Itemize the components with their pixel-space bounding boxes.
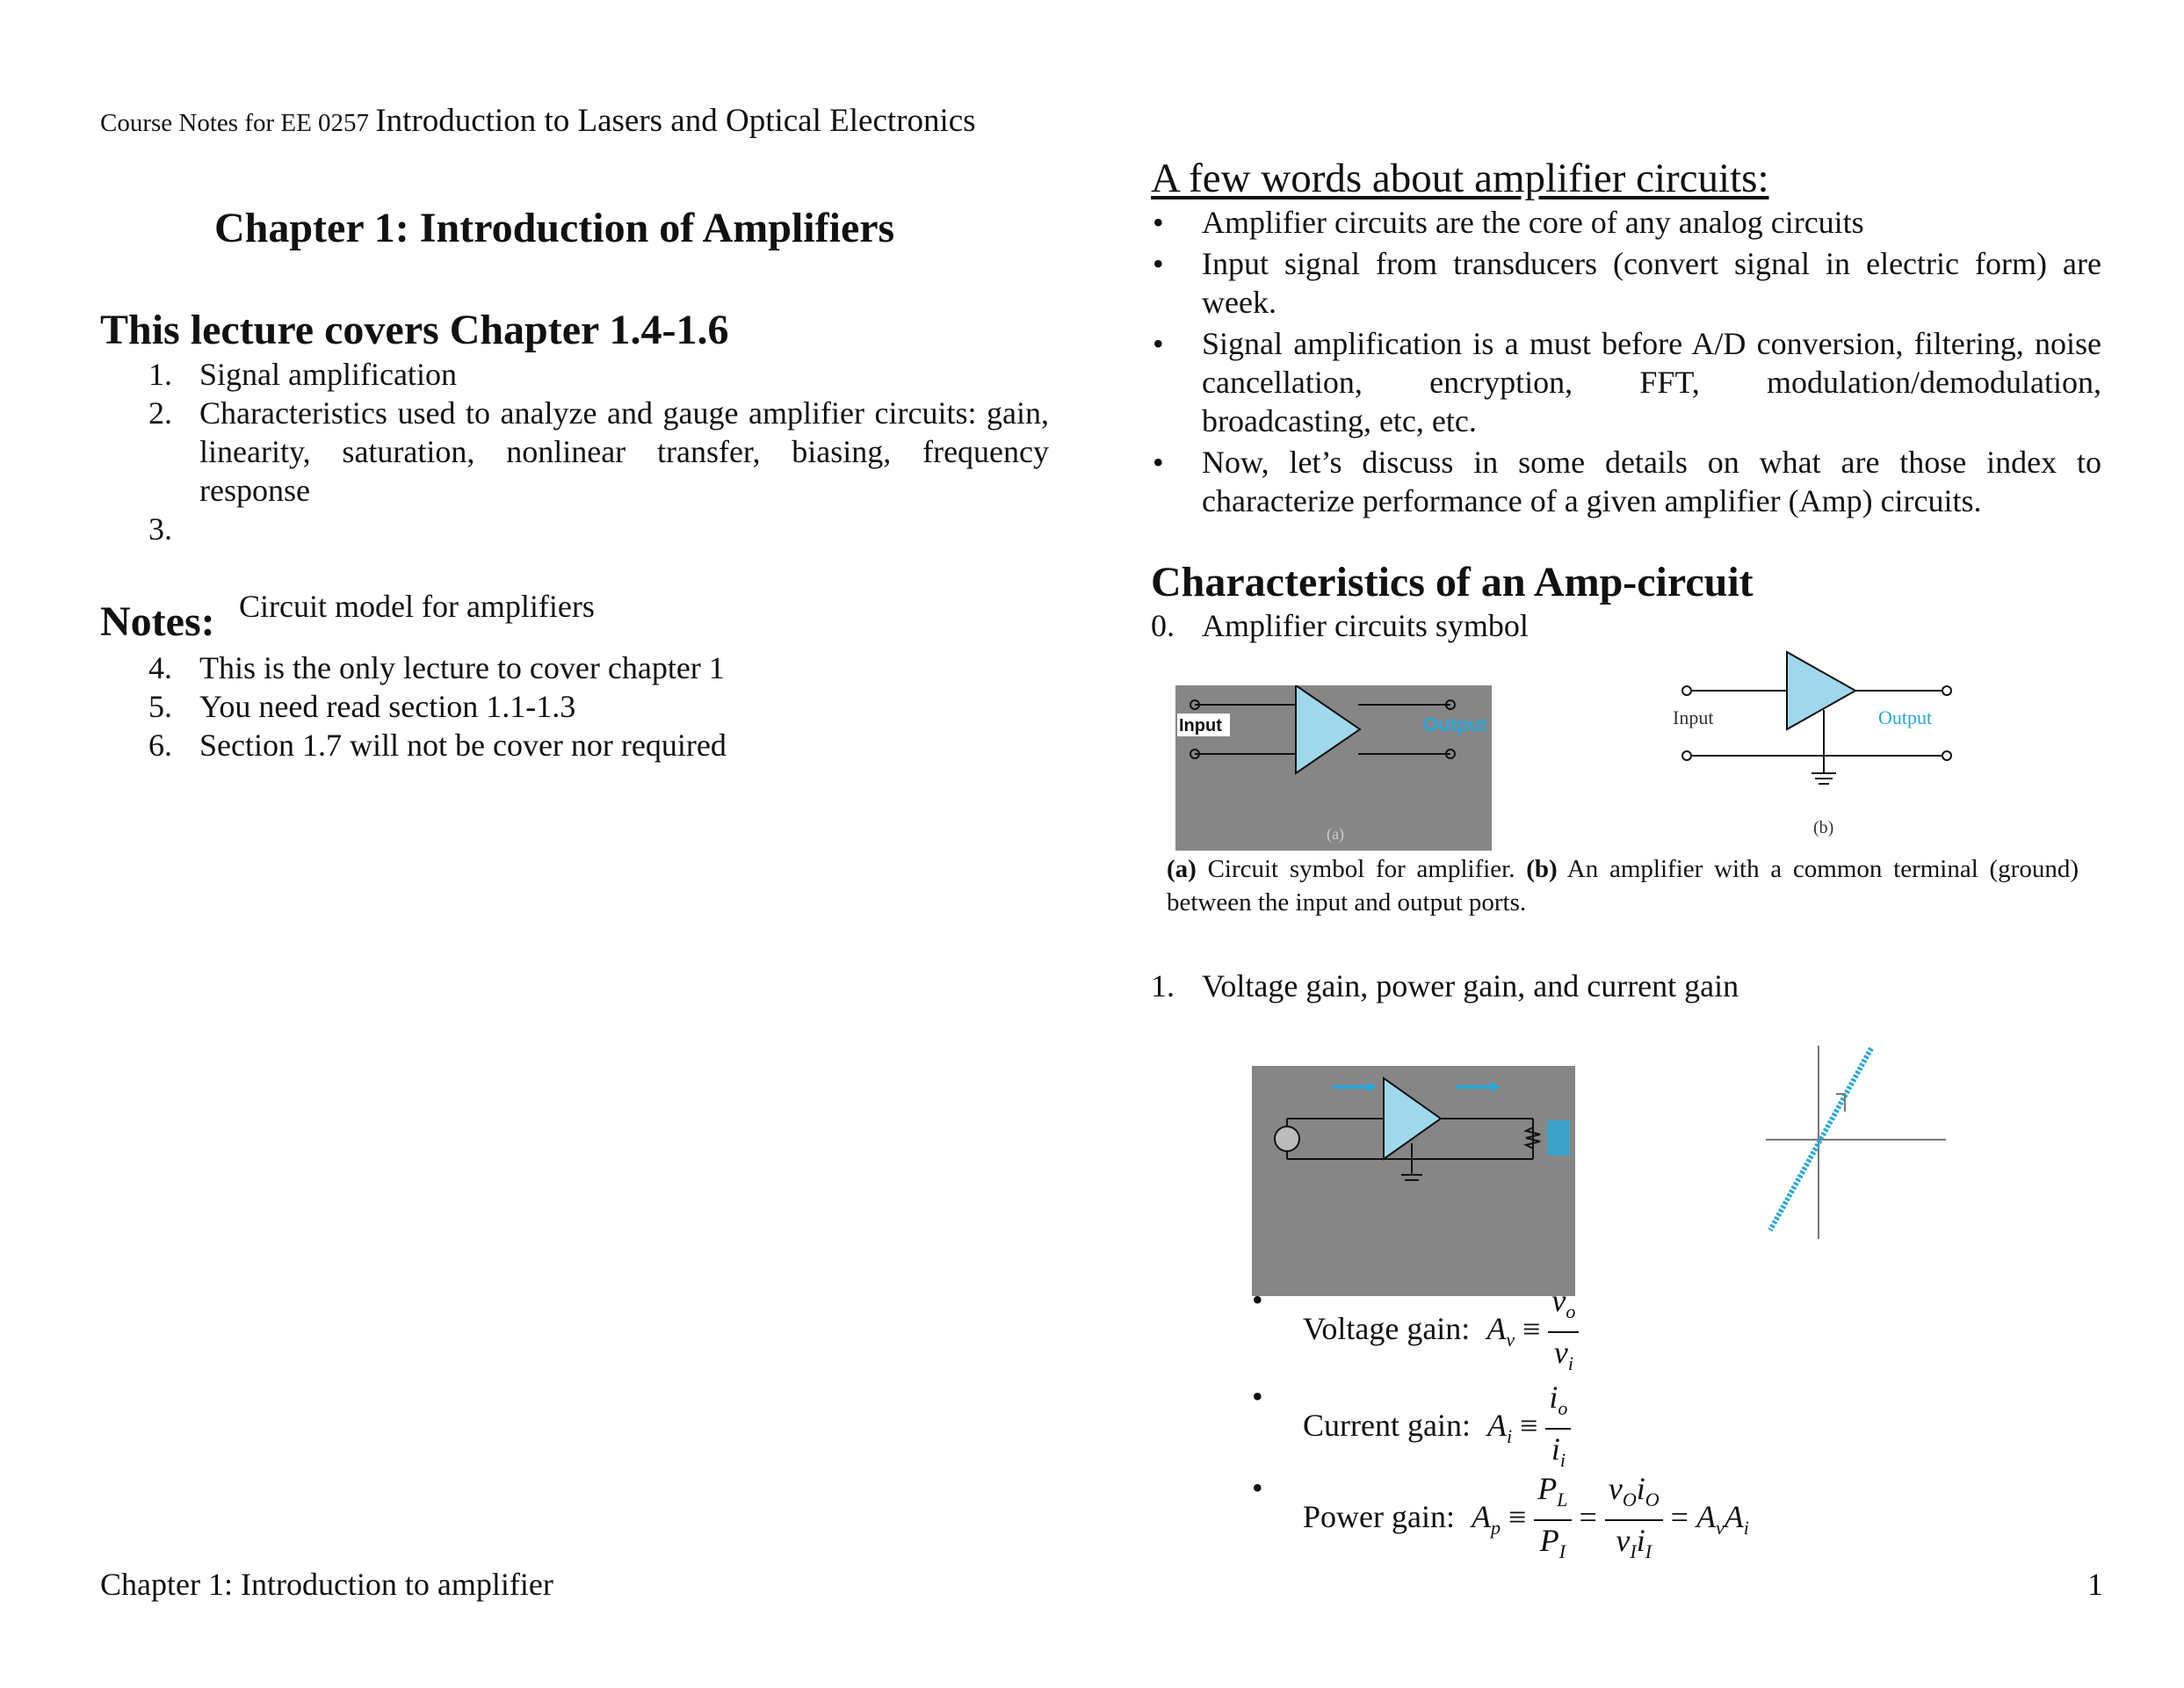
output-voltage-marker bbox=[1547, 1120, 1570, 1156]
figure-gain-circuit bbox=[1252, 1066, 1575, 1296]
item-text: You need read section 1.1-1.3 bbox=[199, 689, 576, 724]
list-item bbox=[100, 687, 1049, 726]
caption-a-text: Circuit symbol for amplifier. bbox=[1196, 855, 1527, 883]
power-gain-label: Power gain: bbox=[1303, 1499, 1455, 1535]
output-label: Output bbox=[1878, 706, 1933, 728]
figure-a-tag: (a) bbox=[1327, 825, 1344, 843]
few-words-list bbox=[1151, 203, 2101, 523]
covers-heading: This lecture covers Chapter 1.4-1.6 bbox=[100, 307, 729, 353]
bullet: • bbox=[1252, 1470, 1263, 1505]
list-item bbox=[1151, 203, 2101, 242]
page-number: 1 bbox=[2087, 1567, 2103, 1602]
figure-a-amplifier-symbol bbox=[1175, 685, 1492, 851]
figure-b-tag: (b) bbox=[1813, 818, 1834, 837]
power-gain-row: • Power gain: $A_p$ ≡ $\frac{P_L}{P_I}$ = $\frac{v_Oi_O}{v_Ii_I}$ = $A_vA_i$ bbox=[1252, 1469, 1749, 1571]
list-item bbox=[100, 510, 1049, 664]
item-text: Voltage gain, power gain, and current gain bbox=[1202, 968, 1739, 1003]
item-text: Signal amplification bbox=[199, 357, 457, 392]
covers-list bbox=[100, 355, 1049, 664]
terminal bbox=[1942, 686, 1951, 695]
item-number: 5. bbox=[148, 689, 172, 724]
bullet: • bbox=[1153, 246, 1164, 281]
item-number: 1. bbox=[1151, 968, 1175, 1003]
characteristics-heading: Characteristics of an Amp-circuit bbox=[1151, 559, 1754, 605]
page-header bbox=[100, 102, 976, 140]
list-item bbox=[100, 726, 1049, 764]
item-number: 0. bbox=[1151, 608, 1175, 643]
list-item bbox=[1151, 967, 2100, 1005]
header-prefix: Course Notes for EE 0257 bbox=[100, 109, 370, 137]
caption-b-text: An amplifier with a common terminal (ground) between the input and output ports. bbox=[1167, 855, 2079, 916]
current-gain-row: • Current gain: $A_i$ ≡ $\frac{i_o}{i_i}$ bbox=[1252, 1378, 1571, 1480]
figure-caption bbox=[1167, 852, 2079, 919]
item-0 bbox=[1151, 606, 2100, 645]
item-text: Section 1.7 will not be cover nor required bbox=[199, 728, 727, 763]
item-text: Circuit model for amplifiers bbox=[231, 589, 595, 624]
footer-chapter: Chapter 1: Introduction to amplifier bbox=[100, 1567, 553, 1602]
bullet: • bbox=[1153, 205, 1164, 240]
item-text: This is the only lecture to cover chapter 1 bbox=[199, 650, 725, 685]
bullet: • bbox=[1153, 326, 1164, 361]
output-label: Output bbox=[1423, 714, 1487, 735]
input-label: Input bbox=[1179, 716, 1222, 735]
list-item bbox=[100, 394, 1049, 510]
list-item bbox=[1151, 324, 2101, 440]
figure-b-amplifier-with-ground bbox=[1667, 641, 1992, 844]
bullet: • bbox=[1153, 445, 1164, 480]
notes-heading: Notes: bbox=[100, 598, 215, 645]
list-item bbox=[1151, 244, 2101, 322]
bullet: • bbox=[1252, 1282, 1263, 1317]
item-text: Input signal from transducers (convert signal in electric form) are week. bbox=[1202, 246, 2101, 320]
power-gain-fraction: $\frac{P_L}{P_I}$ bbox=[1534, 1469, 1571, 1571]
voltage-gain-label: Voltage gain: bbox=[1303, 1311, 1471, 1347]
voltage-gain-fraction: $\frac{v_o}{v_i}$ bbox=[1548, 1281, 1579, 1383]
source-icon bbox=[1275, 1127, 1299, 1151]
terminal bbox=[1682, 686, 1691, 695]
terminal bbox=[1682, 751, 1691, 760]
caption-b-label: (b) bbox=[1526, 855, 1558, 883]
item-number: 3. bbox=[148, 511, 172, 547]
item-number: 2. bbox=[148, 395, 172, 431]
item-text: Amplifier circuits symbol bbox=[1202, 608, 1529, 643]
header-title: Introduction to Lasers and Optical Electronics bbox=[375, 103, 976, 139]
power-gain-vi-fraction: $\frac{v_Oi_O}{v_Ii_I}$ bbox=[1605, 1469, 1663, 1571]
amplifier-triangle bbox=[1787, 652, 1855, 729]
item-number: 6. bbox=[148, 728, 172, 763]
list-item bbox=[100, 355, 1049, 394]
item-text: Characteristics used to analyze and gauge amplifier circuits: gain, linearity, saturation, nonlinear transfer, biasing, frequency response bbox=[199, 395, 1049, 508]
item-text: Amplifier circuits are the core of any analog circuits bbox=[1202, 205, 1864, 240]
item-text: Signal amplification is a must before A/D conversion, filtering, noise cancellation, encryption, FFT, modulation/demodulation, broadcasting, etc, etc. bbox=[1202, 326, 2101, 438]
chapter-title: Chapter 1: Introduction of Amplifiers bbox=[214, 205, 895, 251]
voltage-gain-row: • Voltage gain: $A_v$ ≡ $\frac{v_o}{v_i}$ bbox=[1252, 1281, 1579, 1383]
current-gain-label: Current gain: bbox=[1303, 1408, 1471, 1444]
caption-a-label: (a) bbox=[1167, 855, 1197, 883]
notes-list bbox=[100, 648, 1049, 764]
few-words-heading: A few words about amplifier circuits: bbox=[1151, 156, 1769, 201]
bullet: • bbox=[1252, 1379, 1263, 1414]
figure-transfer-characteristic bbox=[1748, 1041, 1959, 1243]
input-label: Input bbox=[1673, 706, 1714, 728]
list-item bbox=[1151, 606, 2100, 645]
terminal bbox=[1942, 751, 1951, 760]
item-text: Now, let’s discuss in some details on what are those index to characterize performance of a given amplifier (Amp) circuits. bbox=[1202, 445, 2101, 518]
item-number: 4. bbox=[148, 650, 172, 685]
item-1 bbox=[1151, 967, 2100, 1005]
list-item bbox=[100, 648, 1049, 687]
list-item bbox=[1151, 443, 2101, 520]
current-gain-fraction: $\frac{i_o}{i_i}$ bbox=[1545, 1378, 1571, 1480]
item-number: 1. bbox=[148, 357, 172, 392]
